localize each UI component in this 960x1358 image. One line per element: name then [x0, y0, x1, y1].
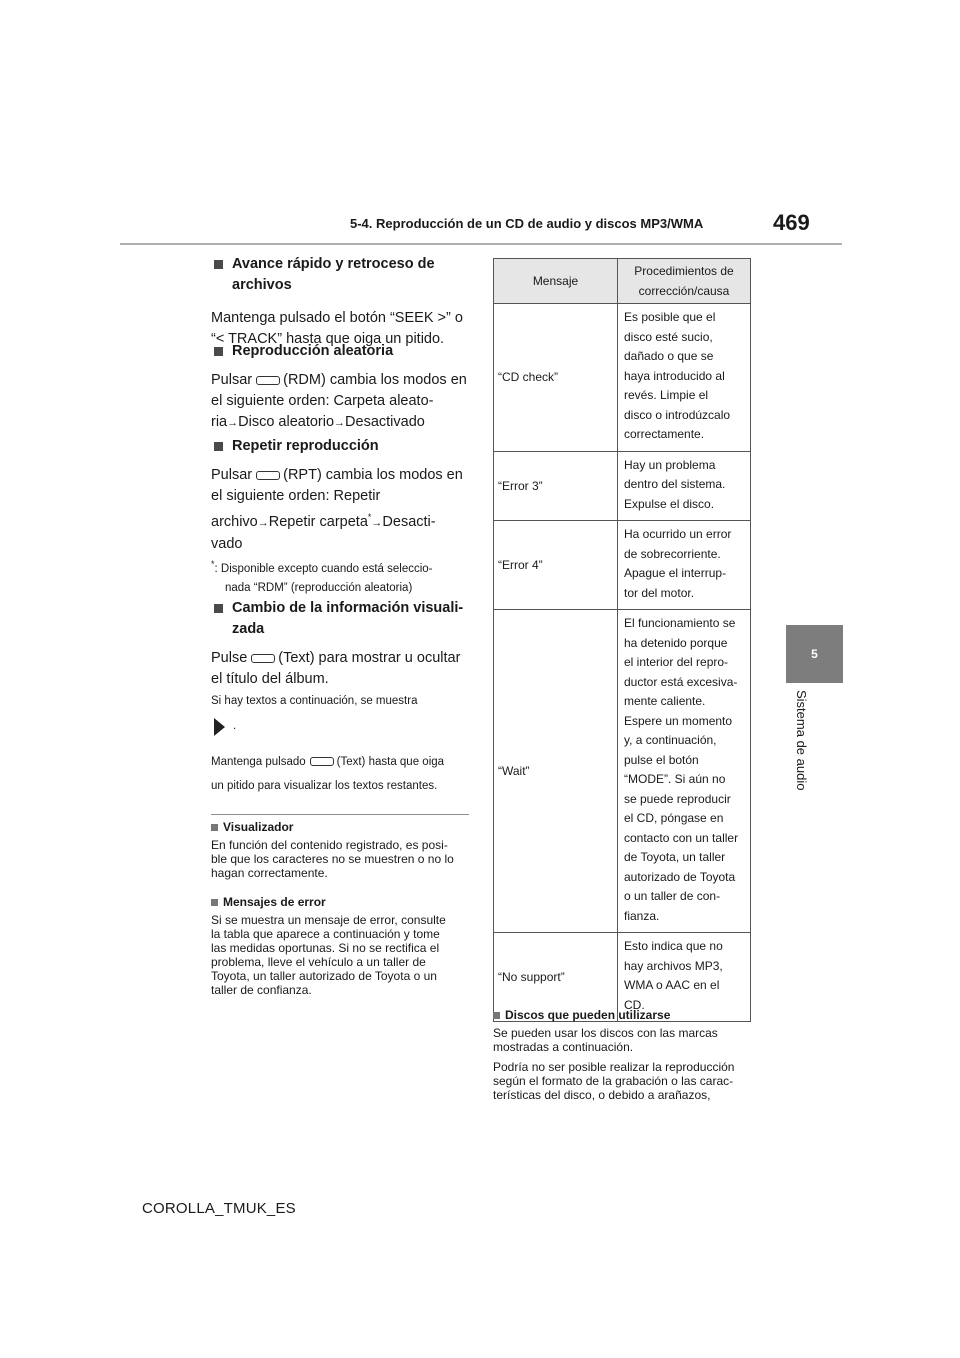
- message-cell: “Wait”: [494, 610, 618, 933]
- chapter-number: 5: [811, 647, 818, 661]
- bullet-square-icon: [493, 1012, 500, 1019]
- note-line: .: [233, 720, 237, 732]
- note-line: Mantenga pulsado (Text) hasta que oiga: [211, 756, 445, 768]
- chapter-tab: [786, 625, 843, 683]
- arrow-icon: →: [334, 417, 346, 429]
- section-usable-discs: [493, 1008, 758, 1102]
- button-icon: [251, 654, 275, 663]
- chapter-title: Sistema de audio: [794, 690, 809, 791]
- table-row: [494, 451, 751, 521]
- table-row: [494, 521, 751, 610]
- section-repeat: [211, 436, 476, 598]
- section-header: 5-4. Reproducción de un CD de audio y discos MP3/WMA: [350, 216, 704, 231]
- procedure-cell: Esto indica que no hay archivos MP3, WMA o AAC en el CD.: [618, 933, 751, 1022]
- divider: [211, 814, 469, 815]
- error-table: [493, 258, 751, 1022]
- message-cell: “CD check”: [494, 304, 618, 452]
- note-line: un pitido para visualizar los textos restantes.: [211, 780, 438, 792]
- procedure-cell: Es posible que el disco esté sucio, dañado o que se haya introducido al revés. Limpie el disco o introdúzcalo correctamente.: [618, 304, 751, 452]
- section-heading: Repetir reproducción: [211, 436, 476, 457]
- bullet-square-icon: [214, 442, 223, 451]
- button-icon: [256, 471, 280, 480]
- footer-code: COROLLA_TMUK_ES: [142, 1200, 296, 1217]
- bullet-square-icon: [211, 824, 218, 831]
- paragraph: Podría no ser posible realizar la reproducción según el formato de la grabación o las carac- terísticas del disco, o debido a arañazos,: [493, 1060, 735, 1102]
- table-row: [494, 610, 751, 933]
- next-triangle-icon: [214, 718, 225, 736]
- paragraph: Se pueden usar los discos con las marcas mostradas a continuación.: [493, 1026, 718, 1054]
- arrow-icon: →: [227, 417, 239, 429]
- paragraph: Mantenga pulsado el botón “SEEK >” o “< TRACK” hasta que oiga un pitido.: [211, 310, 463, 347]
- column-header: Mensaje: [494, 259, 618, 304]
- section-heading: Avance rápido y retroceso de archivos: [211, 254, 476, 296]
- section-heading: Cambio de la información visuali- zada: [211, 598, 476, 640]
- bullet-square-icon: [214, 604, 223, 613]
- button-icon: [310, 757, 334, 766]
- subsection-heading: Discos que pueden utilizarse: [493, 1008, 758, 1022]
- section-heading: Reproducción aleatoria: [211, 341, 476, 362]
- paragraph: Si se muestra un mensaje de error, consulte la tabla que aparece a continuación y tome las medidas oportunas. Si no se rectifica el problema, lleve el vehículo a un taller de Toyota, un taller autorizado de Toyota o un taller de confianza.: [211, 913, 446, 997]
- paragraph: Pulsar (RPT) cambia los modos en el siguiente orden: Repetir archivo→Repetir carpeta*→Desacti- vado: [211, 467, 463, 552]
- procedure-cell: Hay un problema dentro del sistema. Expulse el disco.: [618, 451, 751, 521]
- message-cell: “No support”: [494, 933, 618, 1022]
- section-visualizador: [211, 820, 476, 880]
- section-random: [211, 341, 476, 434]
- subsection-heading: Mensajes de error: [211, 895, 476, 909]
- bullet-square-icon: [214, 260, 223, 269]
- paragraph: Pulsar (RDM) cambia los modos en el siguiente orden: Carpeta aleato- ria→Disco aleatorio→Desactivado: [211, 372, 467, 430]
- section-error-messages: [211, 895, 476, 997]
- procedure-cell: El funcionamiento se ha detenido porque el interior del repro- ductor está excesiva- mente caliente. Espere un momento y, a continuación, pulse el botón “MODE”. Si aún no se puede reproducir el CD, póngase en contacto con un taller de Toyota, un taller autorizado de Toyota o un taller de con- fianza.: [618, 610, 751, 933]
- header-rule: [120, 243, 842, 245]
- column-header: Procedimientos de corrección/causa: [618, 259, 751, 304]
- section-fast-forward: [211, 254, 476, 350]
- arrow-icon: →: [371, 516, 383, 529]
- table-header-row: [494, 259, 751, 304]
- message-cell: “Error 3”: [494, 451, 618, 521]
- bullet-square-icon: [211, 899, 218, 906]
- subsection-heading: Visualizador: [211, 820, 476, 834]
- note-line: Si hay textos a continuación, se muestra: [211, 695, 418, 707]
- arrow-icon: →: [257, 516, 269, 529]
- bullet-square-icon: [214, 347, 223, 356]
- message-cell: “Error 4”: [494, 521, 618, 610]
- page-number: 469: [773, 210, 810, 235]
- footnote: *: Disponible excepto cuando está seleccio- nada “RDM” (reproducción aleatoria): [211, 558, 433, 594]
- paragraph: En función del contenido registrado, es posi- ble que los caracteres no se muestren o no lo hagan correctamente.: [211, 838, 454, 880]
- button-icon: [256, 376, 280, 385]
- procedure-cell: Ha ocurrido un error de sobrecorriente. Apague el interrup- tor del motor.: [618, 521, 751, 610]
- section-display-info: [211, 598, 476, 690]
- paragraph: Pulse (Text) para mostrar u ocultar el título del álbum.: [211, 650, 461, 687]
- table-row: [494, 304, 751, 452]
